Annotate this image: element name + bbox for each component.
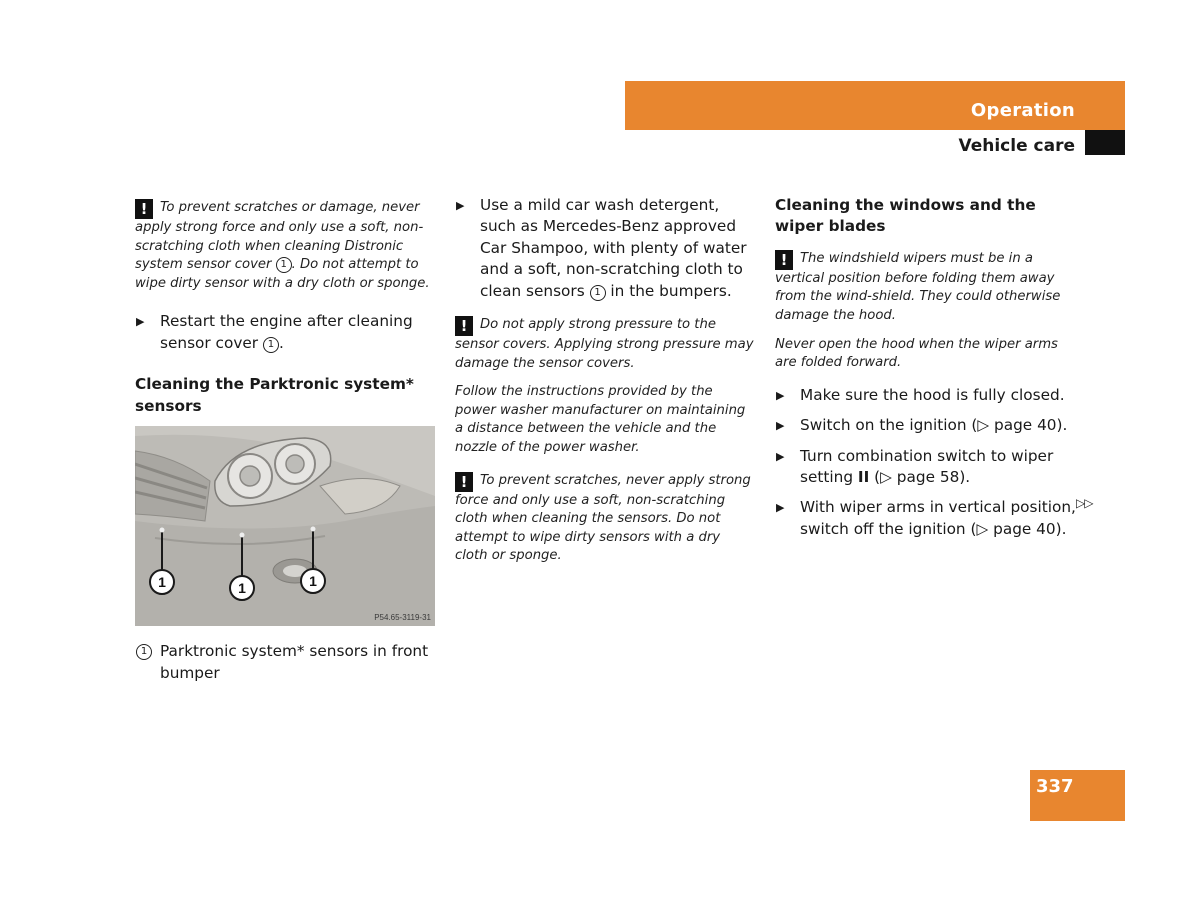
instruction-item <box>775 385 1100 406</box>
callout-ref: 1 <box>263 337 279 353</box>
note-text: To prevent scratches, never apply strong force and only use a soft, non-scratching cloth when cleaning the sensors. Do not attempt to wipe dirty sensors with a dry cloth or sponge. <box>455 472 751 564</box>
caution-note <box>455 472 755 566</box>
instruction-text: . <box>278 333 284 352</box>
warning-icon: ! <box>135 199 153 219</box>
instruction-item <box>775 497 1100 540</box>
section-title: Operation <box>970 100 1075 121</box>
instruction-item <box>775 446 1100 489</box>
car-front-illustration <box>135 426 435 626</box>
instruction-item <box>775 415 1100 436</box>
page-ref-arrow-icon: ▷ <box>880 468 897 486</box>
note-text: . Do not attempt to wipe dirty sensor with a dry cloth or sponge. <box>135 257 430 291</box>
bullet-arrow-icon: ▶ <box>776 388 785 402</box>
note-followup: Never open the hood when the wiper arms are folded forward. <box>775 336 1058 371</box>
column-left <box>135 199 435 699</box>
instruction-text: ( <box>869 468 881 486</box>
continued-icon: ▷▷ <box>1076 496 1093 510</box>
note-text: Do not apply strong pressure to the sensor covers. Applying strong pressure may damage the sensor covers. <box>455 317 754 371</box>
caption-text: Parktronic system* sensors in front bumper <box>160 642 429 682</box>
callout-ref: 1 <box>590 285 606 301</box>
instruction-text: Use a mild car wash detergent, such as Mercedes-Benz approved Car Shampoo, with plenty of water and a soft, non-scratching cloth to clean sensors <box>480 196 747 300</box>
bullet-arrow-icon: ▶ <box>776 501 785 515</box>
instruction-text: in the bumpers. <box>605 281 732 300</box>
page-reference[interactable]: page 58 <box>896 468 960 486</box>
instruction-text: ). <box>1055 519 1067 538</box>
page-number-box <box>1030 770 1125 821</box>
note-text: To prevent scratches or damage, never apply strong force and only use a soft, non-scratching cloth when cleaning Distronic system sensor cover <box>135 200 424 273</box>
instruction-text: With wiper arms in vertical position, switch off the ignition ( <box>800 498 1076 538</box>
figure-caption <box>135 641 435 684</box>
instruction-text: ). <box>959 468 971 486</box>
instruction-item <box>455 195 755 302</box>
figure-code: P54.65-3119-31 <box>374 613 431 622</box>
callout-label: 1 <box>309 573 317 589</box>
bumper-sensor-figure <box>135 426 435 626</box>
column-right <box>775 195 1100 549</box>
page-reference[interactable]: page 40 <box>994 416 1057 435</box>
caution-note <box>455 316 755 373</box>
warning-icon: ! <box>775 250 793 270</box>
note-followup: Follow the instructions provided by the power washer manufacturer on maintaining a distance between the vehicle and the nozzle of the power washer. <box>455 384 746 455</box>
caution-note <box>135 199 435 293</box>
caution-note <box>775 250 1080 326</box>
instruction-text: Turn combination switch to wiper setting <box>800 446 1054 486</box>
instruction-text: ). <box>1056 416 1068 435</box>
bullet-arrow-icon: ▶ <box>136 315 145 329</box>
instruction-text: Switch on the ignition ( <box>800 416 978 435</box>
callout-ref: 1 <box>136 644 152 660</box>
callout-label: 1 <box>158 574 166 590</box>
note-text: The windshield wipers must be in a vertical position before folding them away from the wind-shield. They could otherwise damage the hood. <box>775 250 1061 323</box>
instruction-text: Make sure the hood is fully closed. <box>800 385 1065 404</box>
callout-ref: 1 <box>276 257 292 273</box>
section-heading: Cleaning the Parktronic system* sensors <box>135 375 414 415</box>
subsection-marker <box>1085 130 1125 155</box>
instruction-text: Restart the engine after cleaning sensor cover <box>160 312 413 352</box>
bullet-arrow-icon: ▶ <box>776 419 785 433</box>
bullet-arrow-icon: ▶ <box>776 449 785 463</box>
callout-label: 1 <box>238 580 246 596</box>
column-middle <box>455 195 755 576</box>
switch-setting: II <box>857 468 870 486</box>
bullet-arrow-icon: ▶ <box>456 199 465 212</box>
warning-icon: ! <box>455 472 473 492</box>
page-ref-arrow-icon: ▷ <box>977 416 994 435</box>
instruction-item <box>135 311 435 354</box>
warning-icon: ! <box>455 316 473 336</box>
subsection-title: Vehicle care <box>958 136 1075 156</box>
section-heading: Cleaning the windows and the wiper blades <box>775 196 1036 236</box>
page-reference[interactable]: page 40 <box>993 519 1056 538</box>
page-ref-arrow-icon: ▷ <box>976 519 994 538</box>
page-number: 337 <box>1036 776 1074 797</box>
